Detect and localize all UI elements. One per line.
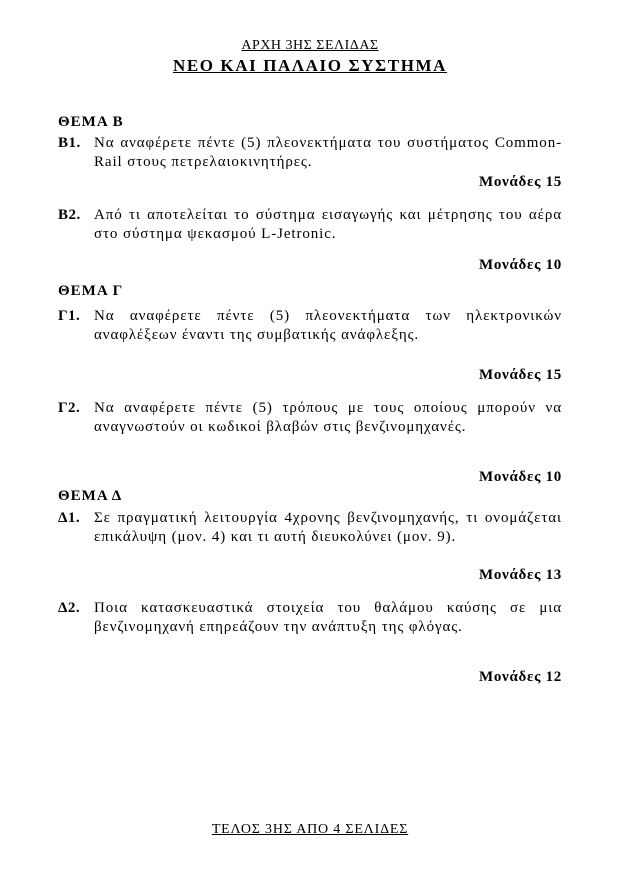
question-number: Δ2. — [58, 600, 81, 616]
question-number: Β1. — [58, 135, 81, 151]
question-text: Από τι αποτελείται το σύστημα εισαγωγής και μέτρησης του αέρα στο σύστημα ψεκασμού L-Jetronic. — [94, 207, 562, 242]
question-marks: Μονάδες 15 — [478, 367, 562, 383]
question-marks: Μονάδες 15 — [478, 174, 562, 190]
question-text: Να αναφέρετε πέντε (5) τρόπους με τους οποίους μπορούν να αναγνωστούν οι κωδικοί βλαβών στις βενζινομηχανές. — [94, 400, 562, 435]
question-text: Να αναφέρετε πέντε (5) πλεονεκτήματα των ηλεκτρονικών αναφλέξεων έναντι της συμβατικής ανάφλεξης. — [94, 308, 562, 343]
question-number: Β2. — [58, 207, 81, 223]
question-marks: Μονάδες 12 — [478, 669, 562, 685]
question-d2 — [58, 599, 562, 637]
page-start-marker: ΑΡΧΗ 3ΗΣ ΣΕΛΙΔΑΣ — [241, 38, 379, 53]
section-title-d: ΘΕΜΑ Δ — [58, 488, 123, 504]
question-d1 — [58, 509, 562, 547]
section-title-b: ΘΕΜΑ Β — [58, 114, 124, 130]
question-c2 — [58, 399, 562, 437]
question-text: Να αναφέρετε πέντε (5) πλεονεκτήματα του συστήματος Common-Rail στους πετρελαιοκινητήρες. — [94, 135, 562, 170]
question-b1 — [58, 134, 562, 172]
question-number: Γ1. — [58, 308, 81, 324]
question-c1 — [58, 307, 562, 345]
question-text: Ποια κατασκευαστικά στοιχεία του θαλάμου καύσης σε μια βενζινομηχανή επηρεάζουν την ανάπτυξη της φλόγας. — [94, 600, 562, 635]
section-title-c: ΘΕΜΑ Γ — [58, 283, 124, 299]
page-title: ΝΕΟ ΚΑΙ ΠΑΛΑΙΟ ΣΥΣΤΗΜΑ — [172, 56, 448, 75]
question-marks: Μονάδες 10 — [478, 469, 562, 485]
question-number: Δ1. — [58, 510, 81, 526]
question-text: Σε πραγματική λειτουργία 4χρονης βενζινομηχανής, τι ονομάζεται επικάλυψη (μον. 4) και τι αυτή διευκολύνει (μον. 9). — [94, 510, 562, 545]
question-number: Γ2. — [58, 400, 81, 416]
question-b2 — [58, 206, 562, 244]
page-end-marker: ΤΕΛΟΣ 3ΗΣ ΑΠΟ 4 ΣΕΛΙΔΕΣ — [211, 822, 409, 837]
question-marks: Μονάδες 10 — [478, 257, 562, 273]
question-marks: Μονάδες 13 — [478, 567, 562, 583]
